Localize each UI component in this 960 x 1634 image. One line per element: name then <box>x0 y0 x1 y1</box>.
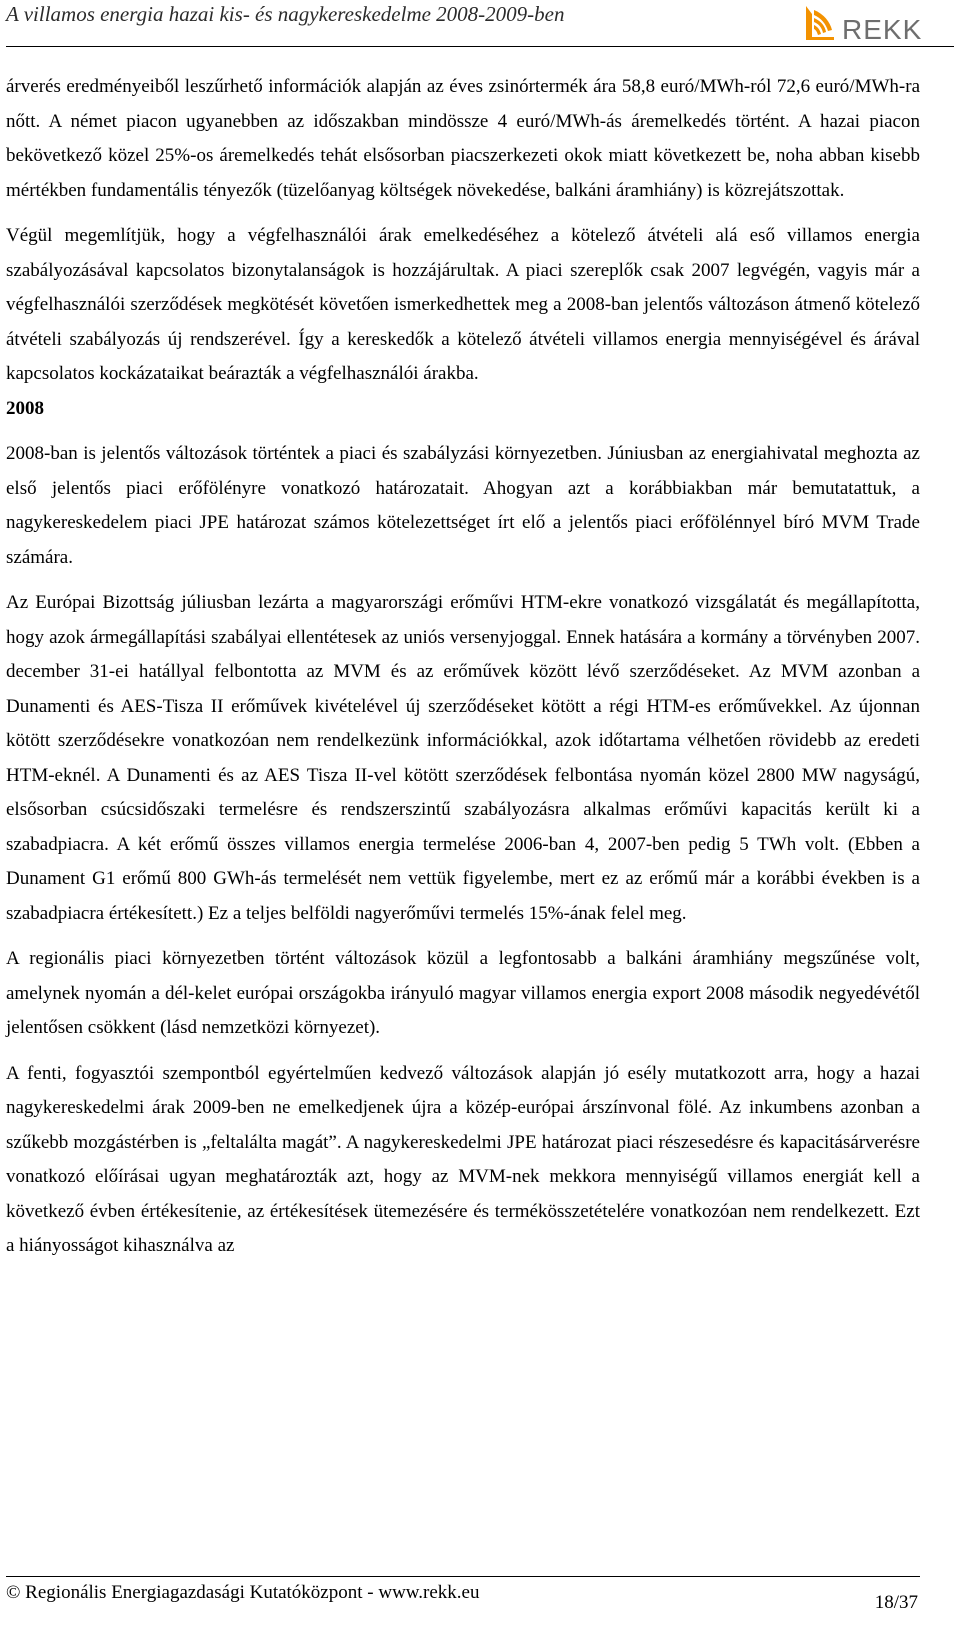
page-footer <box>6 1576 920 1634</box>
paragraph-4: Az Európai Bizottság júliusban lezárta a magyarországi erőművi HTM-ekre vonatkozó vizsgálatát és megállapította, hogy azok ármegállapítási szabályai ellentétesek az uniós versenyjoggal. Ennek hatására a kormány a törvényben 2007. december 31-ei hatállyal felbontotta az MVM és az erőművek között lévő szerződéseket. Az MVM azonban a Dunamenti és AES-Tisza II erőművek kivételével új szerződéseket kötött a régi HTM-es erőművekkel. Az újonnan kötött szerződésekre vonatkozóan nem rendelkezünk információkkal, azok időtartama vélhetően rövidebb az eredeti HTM-eknél. A Dunamenti és az AES Tisza II-vel kötött szerződések felbontása nyomán közel 2800 MW nagyságú, elsősorban csúcsidőszaki termelésre és rendszerszintű szabályozásra alkalmas erőművi kapacitás került ki a szabadpiacra. A két erőmű összes villamos energia termelése 2006-ban 4, 2007-ben pedig 5 TWh volt. (Ebben a Dunament G1 erőmű 800 GWh-ás termelését nem vettük figyelembe, mert ez az erőmű már a korábbi években is a szabadpiacra értékesített.) Ez a teljes belföldi nagyerőművi termelés 15%-ának felel meg. <box>6 592 920 924</box>
paragraph-5: A regionális piaci környezetben történt változások közül a legfontosabb a balkáni áramhiány megszűnése volt, amelynek nyomán a dél-kelet európai országokba irányuló magyar villamos energia export 2008 második negyedévétől jelentősen csökkent (lásd nemzetközi környezet). <box>6 948 920 1038</box>
rekk-logo <box>802 4 952 45</box>
paragraph-1: árverés eredményeiből leszűrhető információk alapján az éves zsinórtermék ára 58,8 euró/MWh-ról 72,6 euró/MWh-ra nőtt. A német piacon ugyanebben az időszakban mindössze 4 euró/MWh-ás áremelkedés történt. A hazai piacon bekövetkező közel 25%-os áremelkedés tehát elsősorban piacszerkezeti okok miatt következett be, noha abban kisebb mértékben fundamentális tényezők (tüzelőanyag költségek növekedése, balkáni áramhiány) is közrejátszottak. <box>6 76 920 201</box>
page-number: 18/37 <box>874 1592 918 1613</box>
paragraph-2: Végül megemlítjük, hogy a végfelhasználói árak emelkedéséhez a kötelező átvételi alá eső villamos energia szabályozásával kapcsolatos bizonytalanságok is hozzájárultak. A piaci szereplők csak 2007 legvégén, vagyis már a végfelhasználói szerződések megkötését követően ismerkedhettek meg a 2008-ban jelentős változáson átmenő kötelező átvételi szabályozás új rendszerével. Így a kereskedők a kötelező átvételi villamos energia mennyiségével és árával kapcsolatos kockázataikat beárazták a végfelhasználói árakba. <box>6 225 920 384</box>
rekk-logo-icon <box>802 4 836 42</box>
footer-divider <box>6 1576 920 1577</box>
section-heading-2008: 2008 <box>6 397 44 419</box>
header-divider <box>6 46 954 47</box>
page-body <box>6 70 920 1264</box>
paragraph-6: A fenti, fogyasztói szempontból egyértelműen kedvező változások alapján jó esély mutatkozott arra, hogy a hazai nagykereskedelmi árak 2009-ben ne emelkedjenek újra a közép-európai árszínvonal fölé. Az inkumbens azonban a szűkebb mozgástérben is „feltalálta magát”. A nagykereskedelmi JPE határozat piaci részesedésre és kapacitásárverésre vonatkozó előírásai ugyan meghatározták azt, hogy az MVM-nek mekkora mennyiségű villamos energiát kell a következő évben értékesítenie, az értékesítések ütemezésére és termékösszetételére vonatkozóan nem rendelkezett. Ezt a hiányosságot kihasználva az <box>6 1062 920 1256</box>
header-title: A villamos energia hazai kis- és nagykereskedelme 2008-2009-ben <box>6 2 565 26</box>
logo-text: REKK <box>842 14 923 45</box>
page-header <box>6 0 922 54</box>
paragraph-3: 2008-ban is jelentős változások történtek a piaci és szabályzási környezetben. Júniusban az energiahivatal meghozta az első jelentős piaci erőfölényre vonatkozó határozatait. Ahogyan azt a korábbiakban már bemutatattuk, a nagykereskedelem piaci JPE határozat számos kötelezettséget írt elő a jelentős piaci erőfölénnyel bíró MVM Trade számára. <box>6 443 920 568</box>
footer-copyright: © Regionális Energiagazdasági Kutatóközpont - www.rekk.eu <box>6 1582 480 1603</box>
